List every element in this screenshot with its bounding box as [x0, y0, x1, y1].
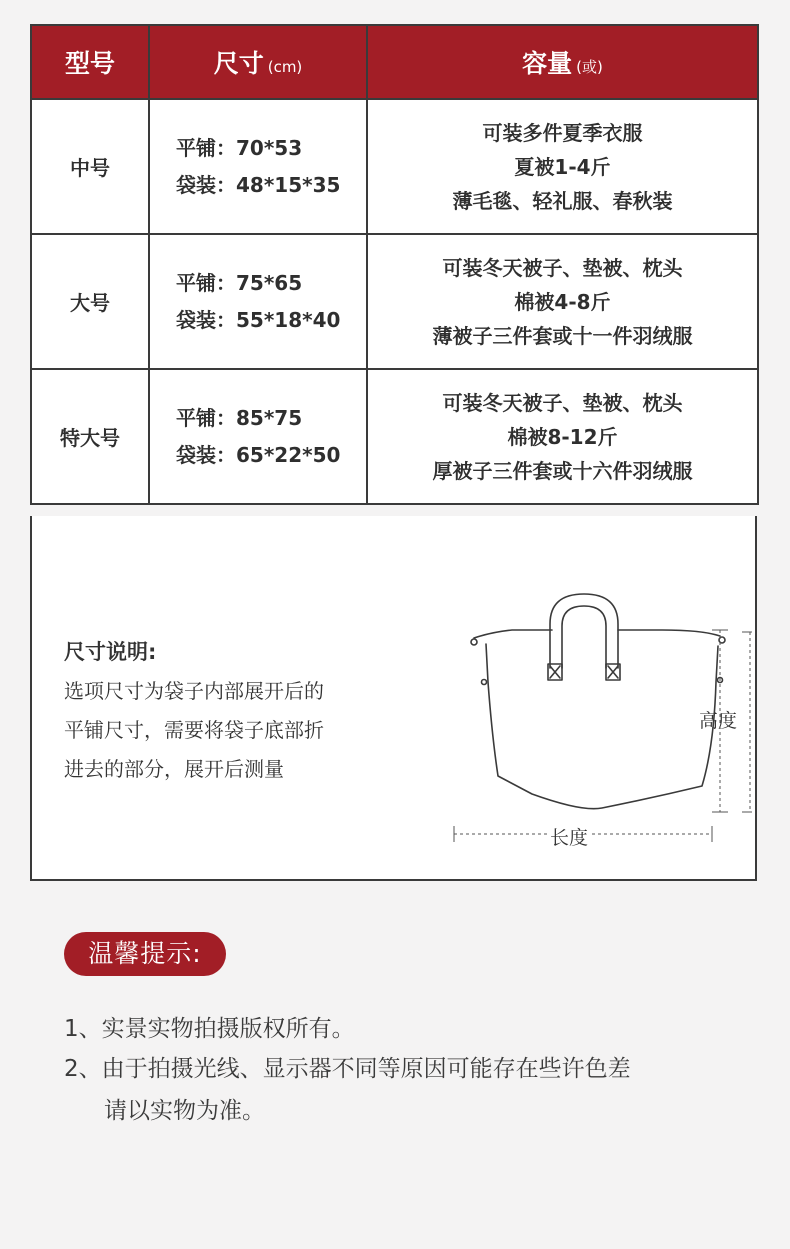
- explain-line: 平铺尺寸，需要将袋子底部折: [64, 718, 324, 742]
- tip-line-3: 请以实物为准。: [104, 1098, 265, 1124]
- table-row: [31, 369, 758, 504]
- table-row: [31, 99, 758, 234]
- size-bagged: 袋装：48*15*35: [176, 172, 341, 197]
- size-flat: 平铺：85*75: [176, 405, 303, 430]
- table-row: [31, 234, 758, 369]
- size-flat: 平铺：75*65: [176, 270, 303, 295]
- size-bagged: 袋装：65*22*50: [176, 442, 341, 467]
- size-table: [30, 24, 759, 505]
- explain-text: [64, 672, 384, 789]
- capacity-line: 厚被子三件套或十六件羽绒服: [432, 458, 693, 483]
- capacity-line: 棉被4-8斤: [514, 289, 611, 314]
- header-size: 尺寸 (cm): [149, 25, 367, 99]
- explain-line: 选项尺寸为袋子内部展开后的: [64, 679, 324, 703]
- row-capacity: [367, 99, 758, 234]
- height-label: 高度: [699, 710, 738, 732]
- row-model: 中号: [31, 99, 149, 234]
- header-model: 型号: [31, 25, 149, 99]
- length-label: 长度: [547, 823, 591, 850]
- size-bagged: 袋装：55*18*40: [176, 307, 341, 332]
- capacity-line: 薄毛毯、轻礼服、春秋装: [452, 188, 673, 213]
- explain-title: 尺寸说明:: [64, 640, 157, 664]
- tips-badge: 温馨提示:: [64, 932, 226, 976]
- capacity-line: 可装多件夏季衣服: [482, 120, 643, 145]
- table-header-row: [31, 25, 758, 99]
- capacity-line: 可装冬天被子、垫被、枕头: [442, 390, 683, 415]
- row-model: 大号: [31, 234, 149, 369]
- tip-line-2: 2、由于拍摄光线、显示器不同等原因可能存在些许色差: [64, 1056, 631, 1082]
- row-capacity: [367, 369, 758, 504]
- explain-line: 进去的部分，展开后测量: [64, 757, 284, 781]
- capacity-line: 可装冬天被子、垫被、枕头: [442, 255, 683, 280]
- header-capacity-note: (或): [576, 58, 603, 76]
- size-explanation-box: [30, 516, 757, 881]
- row-size: [149, 99, 367, 234]
- header-capacity: 容量 (或): [367, 25, 758, 99]
- row-size: [149, 234, 367, 369]
- row-size: [149, 369, 367, 504]
- tip-line-1: 1、实景实物拍摄版权所有。: [64, 1016, 355, 1042]
- row-capacity: [367, 234, 758, 369]
- size-flat: 平铺：70*53: [176, 135, 303, 160]
- capacity-line: 夏被1-4斤: [514, 154, 611, 179]
- capacity-line: 棉被8-12斤: [507, 424, 618, 449]
- row-model: 特大号: [31, 369, 149, 504]
- capacity-line: 薄被子三件套或十一件羽绒服: [432, 323, 693, 348]
- header-size-unit: (cm): [267, 58, 303, 76]
